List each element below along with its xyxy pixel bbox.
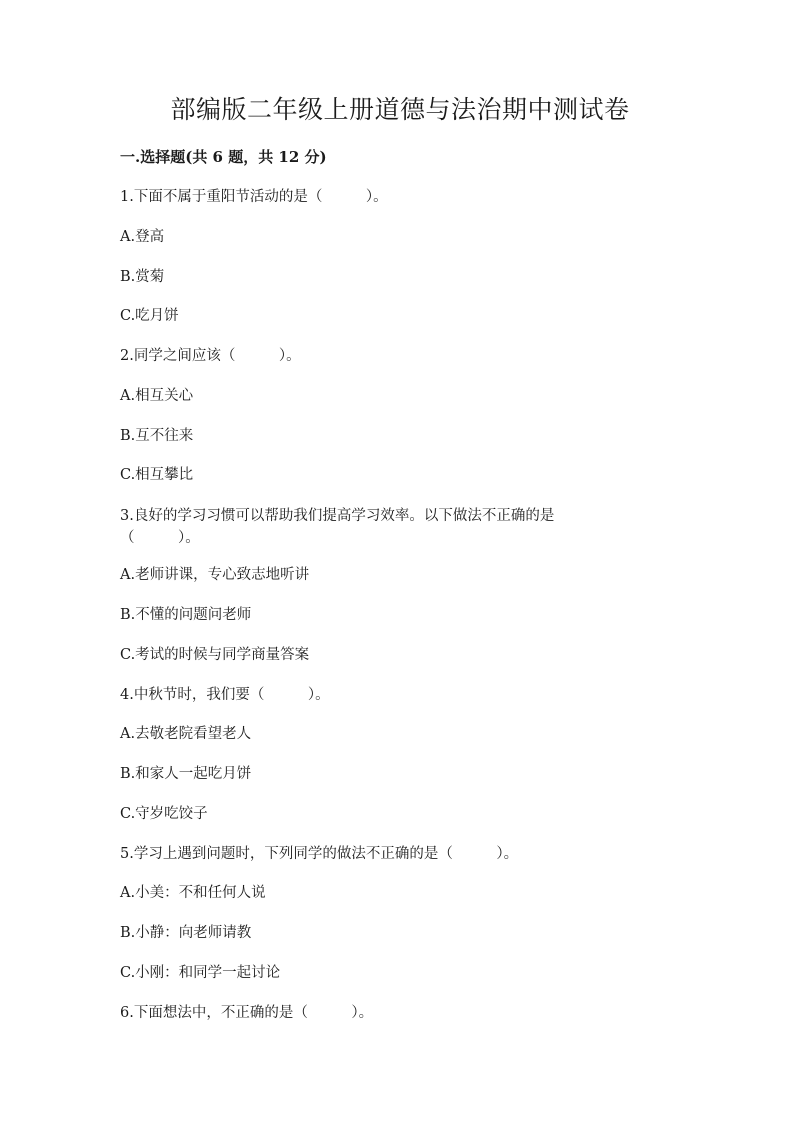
question-4-option-a: A.去敬老院看望老人 <box>120 726 252 742</box>
question-2-option-b: B.互不往来 <box>120 428 194 444</box>
question-3-option-b: B.不懂的问题问老师 <box>120 607 252 623</box>
question-5-option-a: A.小美：不和任何人说 <box>120 885 266 901</box>
question-3-option-c: C.考试的时候与同学商量答案 <box>120 647 310 663</box>
question-3-option-a: A.老师讲课，专心致志地听讲 <box>120 567 310 583</box>
question-1-option-b: B.赏菊 <box>120 269 165 285</box>
question-2-option-a: A.相互关心 <box>120 388 194 404</box>
question-2-stem: 2.同学之间应该（ ）。 <box>120 348 301 364</box>
question-6-stem: 6.下面想法中，不正确的是（ ）。 <box>120 1005 374 1021</box>
question-5-stem: 5.学习上遇到问题时，下列同学的做法不正确的是（ ）。 <box>120 846 519 862</box>
question-5-option-b: B.小静：向老师请教 <box>120 925 252 941</box>
question-4-stem: 4.中秋节时，我们要（ ）。 <box>120 687 330 703</box>
question-3-stem: 3.良好的学习习惯可以帮助我们提高学习效率。以下做法不正确的是（ ）。 <box>120 508 555 546</box>
question-1-option-a: A.登高 <box>120 229 165 245</box>
section-heading: 一.选择题(共 6 题，共 12 分) <box>120 148 327 166</box>
question-1-option-c: C.吃月饼 <box>120 308 179 324</box>
question-1-stem: 1.下面不属于重阳节活动的是（ ）。 <box>120 189 388 205</box>
question-2-option-c: C.相互攀比 <box>120 467 194 483</box>
question-5-option-c: C.小刚：和同学一起讨论 <box>120 965 281 981</box>
question-4-option-b: B.和家人一起吃月饼 <box>120 766 252 782</box>
page-title: 部编版二年级上册道德与法治期中测试卷 <box>170 95 630 124</box>
question-4-option-c: C.守岁吃饺子 <box>120 806 208 822</box>
